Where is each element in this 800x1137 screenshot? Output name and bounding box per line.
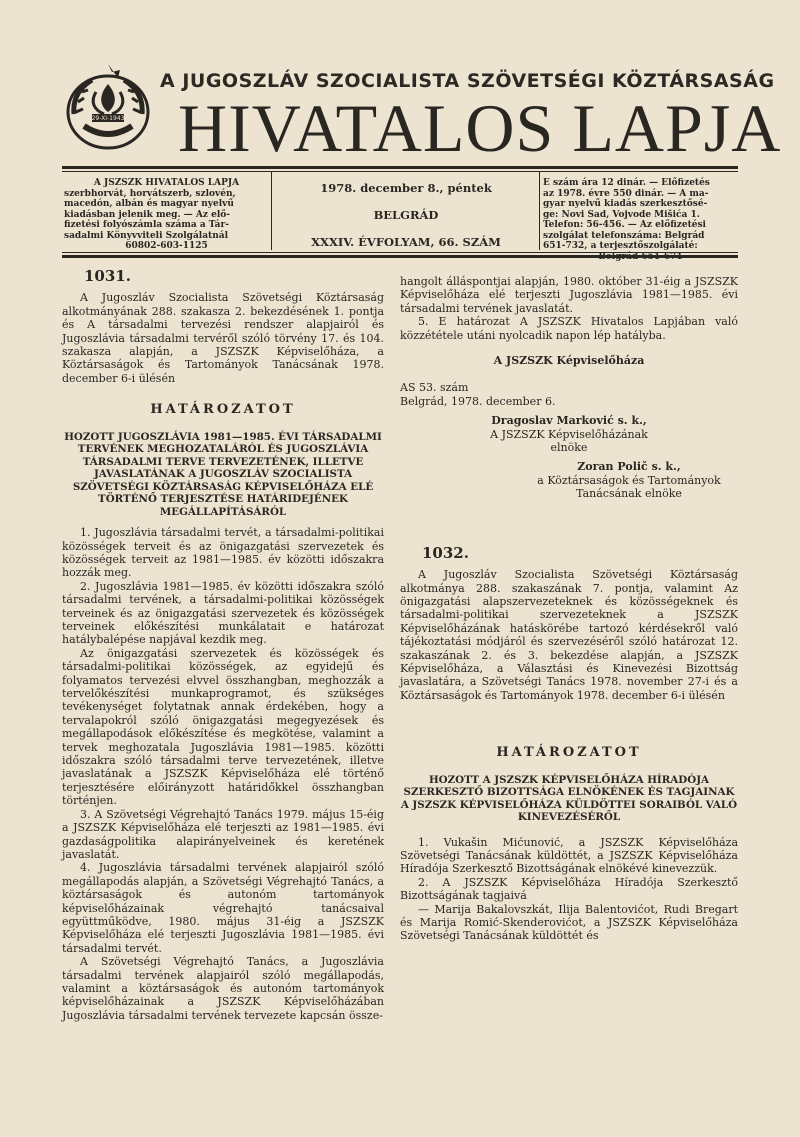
info-line: fizetési folyószámla száma a Tár- — [64, 220, 229, 230]
coat-of-arms-emblem — [62, 62, 154, 154]
issue-info — [276, 178, 536, 262]
signatory-role: elnöke — [550, 441, 588, 455]
info-line: ge: Novi Sad, Vojvode Mišića 1. — [543, 209, 700, 220]
right-column — [400, 275, 738, 943]
info-line: A JSZSZK HIVATALOS LAPJA — [93, 178, 240, 188]
masthead-title: HIVATALOS LAPJA — [178, 90, 782, 166]
info-line: az 1978. évre 550 dinár. — A ma- — [543, 188, 709, 199]
info-line: gyar nyelvű kiadás szerkesztősé- — [543, 199, 708, 209]
decision-paragraph: 3. A Szövetségi Végrehajtó Tanács 1979. május 15-éig a JSZSZK Képviselőháza elé terjeszti az 1981—1985. évi gazdaságpolitika alapirányelveinek és keretének javaslatát. — [62, 807, 384, 861]
info-line: 651-732, a terjesztőszolgálaté: — [543, 241, 698, 251]
decision-paragraph: 2. A JSZSZK Képviselőháza Híradója Szerkesztő Bizottságának tagjaivá — [400, 875, 738, 903]
info-line: E szám ára 12 dinár. — Előfizetés — [543, 178, 710, 188]
header-bottom-rule — [62, 255, 738, 258]
info-line: kiadásban jelenik meg. — Az elő- — [64, 209, 230, 220]
decision-heading: HATÁROZATOT — [150, 402, 296, 418]
decision-paragraph: — Marija Bakalovszkát, Ilija Balentovićot, Rudi Bregart és Marija Romić-Skenderovićot, a JSZSZK Képviselőháza Szövetségi Tanácsának küldöttét és — [400, 902, 738, 943]
decision-paragraph: hangolt álláspontjai alapján, 1980. október 31-éig a JSZSZK Képviselőháza elé terjeszti Jugoszlávia 1981—1985. évi társadalmi tervének javaslatát. — [400, 275, 738, 315]
issuer: A JSZSZK Képviselőháza — [493, 354, 645, 368]
decision-paragraph: Az önigazgatási szervezetek és közösségek és társadalmi-politikai közösségek, az egyidejű és folyamatos tervezési elvvel összhangban, meghozzák a tervelőkészítési munkaprogramot, és szükséges tevékenységet folytatnak annak érdekében, hogy a tervalapokról szóló önigazgatási megegyezések és megállapodások előkészítése és megkötése, valamint a tervek meghozatala Jugoszlávia 1981—1985. közötti időszakra szóló társadalmi terve tervezetének, illetve javaslatának a JSZSZK Képviselőháza elé történő terjesztésére előirányzott határidőkkel összhangban történjen. — [62, 646, 384, 808]
decision-intro: A Jugoszláv Szocialista Szövetségi Köztársaság alkotmánya 288. szakaszának 7. pontja, valamint Az önigazgatási alapszervezeteknek és közösségeknek és társadalmi-politikai szervezeteknek a JSZSZK Képviselőházának hatáskörébe tartozó kérdésekről való tájékoztatási módjáról és szervezéséről szóló határozat 12. szakaszának 2. és 3. bekezdése alapján, a JSZSZK Képviselőháza, a Választási és Kinevezési Bizottság javaslatára, a Szövetségi Tanács 1978. november 27-i és a Köztársaságok és Tartományok 1978. december 6-i ülésén — [400, 568, 738, 702]
info-line: szerbhorvát, horvátszerb, szlovén, — [64, 188, 236, 199]
issue-date: 1978. december 8., péntek — [320, 181, 492, 195]
republic-title: A JUGOSZLÁV SZOCIALISTA SZÖVETSÉGI KÖZTÁRSASÁG — [160, 70, 775, 92]
info-line: 60802-603-1125 — [125, 241, 208, 251]
subscription-info-box — [64, 178, 269, 252]
info-line: sadalmi Könyvviteli Szolgálatnál — [64, 230, 229, 241]
decision-heading: HATÁROZATOT — [496, 745, 642, 761]
header-divider — [539, 172, 540, 250]
decision-paragraph: 5. E határozat A JSZSZK Hivatalos Lapjában való közzététele utáni nyolcadik napon lép hatályba. — [400, 315, 738, 342]
decision-subheading: HOZOTT A JSZSZK KÉPVISELŐHÁZA HÍRADÓJA SZERKESZTŐ BIZOTTSÁGA ELNÖKÉNEK ÉS TAGJAINAK A JSZSZK KÉPVISELŐHÁZA KÜLDÖTTEI SORAIBÓL VALÓ KINEVEZÉSÉRŐL — [400, 773, 738, 824]
decision-number: 1031. — [84, 267, 131, 285]
decision-subheading: HOZOTT JUGOSZLÁVIA 1981—1985. ÉVI TÁRSADALMI TERVÉNEK MEGHOZATALÁRÓL ÉS JUGOSZLÁVIA TÁRSADALMI TERVE TERVEZETÉNEK, ILLETVE JAVASLATÁNAK A JUGOSZLÁV SZOCIALISTA SZÖVETSÉGI KÖZTÁRSASÁG KÉPVISELŐHÁZA ELÉ TÖRTÉNŐ TERJESZTÉSE HATÁRIDEJÉNEK MEGÁLLAPÍTÁSÁRÓL — [64, 430, 382, 518]
decision-intro: A Jugoszláv Szocialista Szövetségi Köztársaság alkotmányának 288. szakasza 2. bekezdésének 1. pontja és A társadalmi tervezési rendszer alapjairól és Jugoszlávia társadalmi tervéről szóló törvény 17. és 104. szakasza alapján, a JSZSZK Képviselőháza, a Köztársaságok és Tartományok Tanácsának 1978. december 6-i ülésén — [62, 291, 384, 385]
price-info-box — [543, 178, 738, 262]
decision-number: 1032. — [422, 543, 469, 562]
place-date: Belgrád, 1978. december 6. — [400, 394, 556, 408]
issue-volume: XXXIV. ÉVFOLYAM, 66. SZÁM — [311, 235, 501, 249]
header-bottom-rule-thin — [62, 252, 738, 253]
issue-place: BELGRÁD — [373, 208, 439, 222]
info-line: szolgálat telefonszáma: Belgrád — [543, 230, 705, 241]
signatory-name: Dragoslav Marković s. k., — [491, 414, 647, 428]
decision-paragraph: 2. Jugoszlávia 1981—1985. év közötti időszakra szóló társadalmi tervének, a társadalmi-politikai közösségek terveinek és az önigazgatási szervezetek és közösségek terveinek előkészítési munkálatait e határozat hatálybalépése napjával kezdik meg. — [62, 579, 384, 647]
header-divider — [271, 172, 272, 250]
signatory-name: Zoran Polič s. k., — [577, 460, 681, 474]
decision-paragraph: 1. Vukašin Mićunović, a JSZSZK Képviselőháza Szövetségi Tanácsának küldöttét, a JSZSZK Képviselőháza Híradója Szerkesztő Bizottságának elnökévé kinevezzük. — [400, 835, 738, 876]
header-top-rule-thin — [62, 171, 738, 172]
emblem-date-text: 29-XI-1943 — [91, 115, 125, 122]
header-top-rule — [62, 166, 738, 169]
decision-paragraph: 1. Jugoszlávia társadalmi tervét, a társadalmi-politikai közösségek terveit és az önigazgatási szervezetek és közösségek terveit az 1981—1985. év közötti időszakra hozzák meg. — [62, 526, 384, 580]
left-column — [62, 268, 384, 1022]
signatory-role: Tanácsának elnöke — [576, 487, 682, 501]
reference-number: AS 53. szám — [400, 381, 469, 395]
decision-paragraph: A Szövetségi Végrehajtó Tanács, a Jugoszlávia társadalmi tervének alapjairól szóló megállapodás, valamint a köztársaságok és autonóm tartományok képviselőházainak a JSZSZK Képviselőházában Jugoszlávia társadalmi tervének tervezete kapcsán össze- — [62, 955, 384, 1022]
decision-paragraph: 4. Jugoszlávia társadalmi tervének alapjairól szóló megállapodás alapján, a Szövetségi Végrehajtó Tanács, a köztársaságok és autonóm tartományok képviselőházainak végrehajtó tanácsaival együttműködve, 1980. május 31-éig a JSZSZK Képviselőháza elé terjeszti Jugoszlávia 1981—1985. évi társadalmi tervét. — [62, 861, 384, 955]
info-line: macedón, albán és magyar nyelvű — [64, 199, 234, 209]
signatory-role: A JSZSZK Képviselőházának — [490, 427, 648, 441]
signatory-role: a Köztársaságok és Tartományok — [537, 473, 721, 487]
info-line: Telefon: 56-456. — Az előfizetési — [543, 220, 706, 230]
